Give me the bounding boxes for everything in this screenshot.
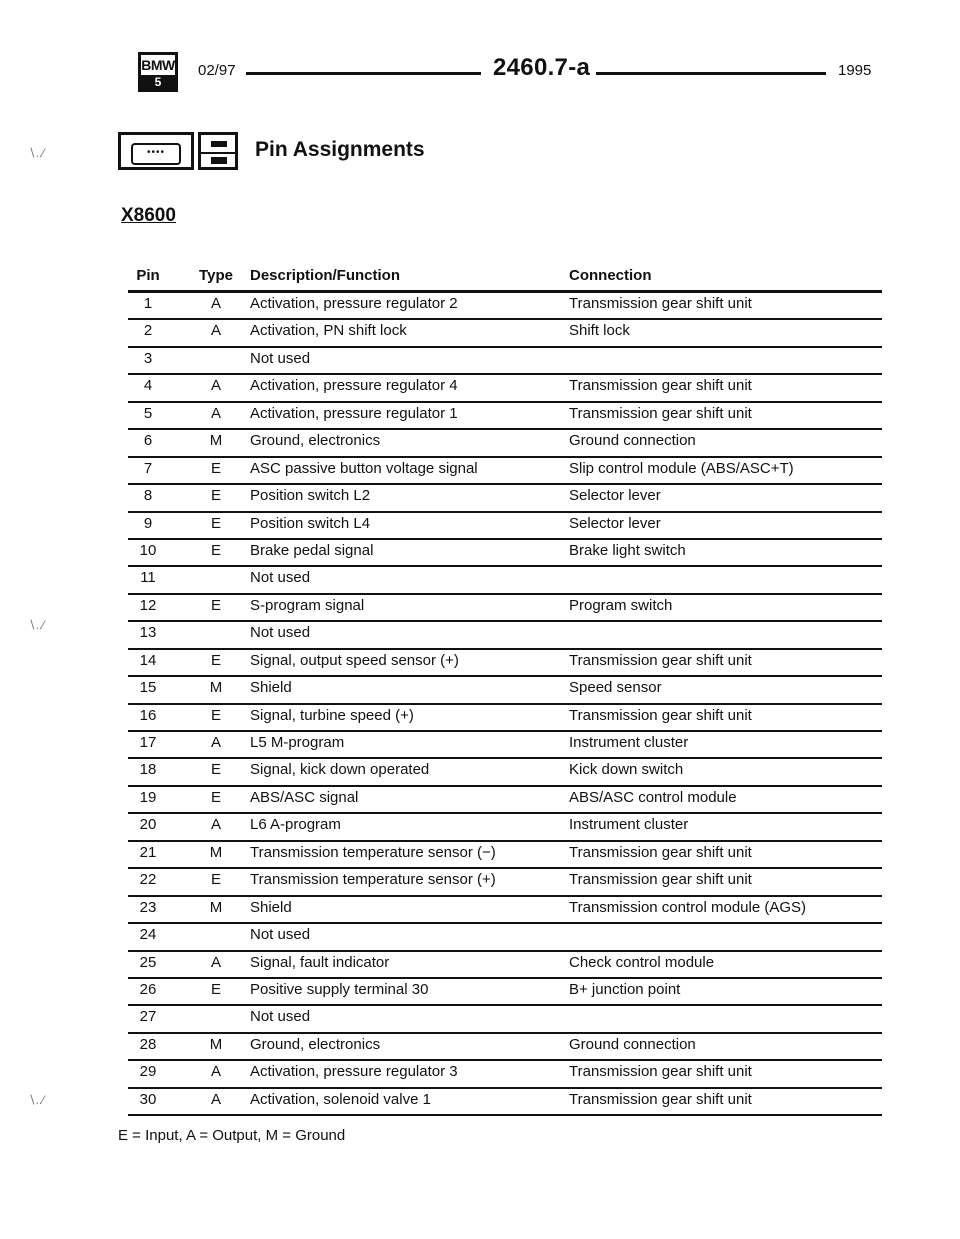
table-row	[128, 705, 882, 732]
type-cell: A	[210, 734, 221, 751]
description-cell: Not used	[250, 1008, 311, 1026]
pin-cell: 16	[139, 706, 157, 724]
table-row	[128, 567, 882, 594]
description-cell: Ground, electronics	[250, 1035, 381, 1053]
type-cell: A	[210, 322, 221, 340]
table-row	[128, 650, 882, 677]
type-cell: A	[210, 1090, 221, 1108]
header-connection: Connection	[569, 267, 652, 284]
description-cell: Not used	[250, 349, 311, 367]
description-cell: Signal, output speed sensor (+)	[250, 651, 459, 669]
type-cell: M	[209, 679, 223, 697]
header-date: 02/97	[198, 62, 236, 79]
connection-cell: Transmission gear shift unit	[569, 295, 752, 312]
pin-cell: 27	[139, 1008, 157, 1026]
type-cell: A	[210, 1063, 221, 1081]
description-cell: Not used	[250, 624, 311, 642]
connection-cell: ABS/ASC control module	[569, 788, 737, 806]
pin-cell: 29	[139, 1063, 157, 1081]
type-cell: A	[210, 377, 221, 395]
table-row	[128, 458, 882, 485]
pin-cell: 15	[139, 679, 157, 697]
type-cell: M	[209, 1035, 223, 1053]
pin-cell: 26	[139, 980, 157, 998]
header-rule-right	[596, 72, 826, 75]
margin-mark: ∖..⁄	[28, 1093, 45, 1107]
bmw-5-series-logo	[138, 52, 178, 92]
connection-cell: Transmission gear shift unit	[569, 377, 752, 395]
description-cell: Transmission temperature sensor (−)	[250, 843, 496, 861]
type-cell: A	[210, 816, 221, 834]
description-cell: Activation, pressure regulator 4	[250, 377, 458, 395]
pin-cell: 10	[139, 541, 157, 559]
table-row	[128, 979, 882, 1006]
connection-cell: Transmission control module (AGS)	[569, 898, 807, 916]
table-row	[128, 348, 882, 375]
connection-cell: Program switch	[569, 596, 673, 614]
description-cell: Transmission temperature sensor (+)	[250, 871, 496, 889]
table-row	[128, 320, 882, 347]
description-cell: Signal, fault indicator	[250, 953, 390, 971]
description-cell: L6 A-program	[250, 816, 341, 834]
description-cell: L5 M-program	[250, 734, 345, 751]
table-row	[128, 952, 882, 979]
type-cell: E	[210, 541, 221, 559]
connection-cell: Check control module	[569, 953, 715, 971]
connection-cell: Slip control module (ABS/ASC+T)	[569, 459, 794, 477]
pin-cell: 3	[143, 349, 153, 367]
pin-cell: 18	[139, 761, 157, 779]
description-cell: Shield	[250, 679, 292, 697]
description-cell: S-program signal	[250, 596, 365, 614]
type-cell: M	[209, 898, 223, 916]
description-cell: Position switch L2	[250, 487, 371, 505]
table-row	[128, 869, 882, 896]
description-cell: Activation, pressure regulator 1	[250, 404, 458, 422]
description-cell: Shield	[250, 898, 292, 916]
type-cell: A	[210, 404, 221, 422]
header-pin: Pin	[136, 267, 160, 284]
table-row	[128, 732, 882, 759]
pin-cell: 22	[139, 871, 157, 889]
type-legend: E = Input, A = Output, M = Ground	[118, 1127, 346, 1144]
header-rule-left	[246, 72, 481, 75]
table-row	[128, 787, 882, 814]
type-cell: E	[210, 487, 221, 505]
connection-cell: B+ junction point	[569, 980, 681, 998]
connection-cell: Ground connection	[569, 1035, 696, 1053]
description-cell: Not used	[250, 926, 311, 944]
pin-cell: 4	[143, 377, 153, 395]
pin-cell: 21	[139, 843, 157, 861]
pin-cell: 9	[143, 514, 153, 532]
table-row	[128, 430, 882, 457]
connection-cell: Instrument cluster	[569, 734, 689, 751]
table-row	[128, 1061, 882, 1088]
page-header	[138, 52, 878, 94]
pin-cell: 8	[143, 487, 153, 505]
connection-cell: Speed sensor	[569, 679, 662, 697]
table-row	[128, 513, 882, 540]
pin-cell: 2	[143, 322, 153, 340]
table-row	[128, 897, 882, 924]
table-row	[128, 485, 882, 512]
type-cell: E	[210, 761, 221, 779]
pin-cell: 25	[139, 953, 157, 971]
connection-cell: Transmission gear shift unit	[569, 706, 752, 724]
logo-series: 5	[141, 75, 175, 89]
header-year: 1995	[838, 62, 872, 79]
description-cell: Activation, PN shift lock	[250, 322, 407, 340]
margin-mark: ∖..⁄	[28, 146, 45, 160]
table-row	[128, 677, 882, 704]
pin-cell: 14	[139, 651, 157, 669]
description-cell: ABS/ASC signal	[250, 788, 359, 806]
table-row	[128, 293, 882, 320]
pin-cell: 24	[139, 926, 157, 944]
description-cell: Signal, turbine speed (+)	[250, 706, 414, 724]
pin-cell: 11	[140, 569, 156, 587]
pin-cell: 20	[139, 816, 157, 834]
type-cell: E	[210, 871, 221, 889]
type-cell: M	[209, 843, 223, 861]
connection-cell: Brake light switch	[569, 541, 686, 559]
type-cell: E	[210, 706, 221, 724]
section-title: Pin Assignments	[255, 138, 425, 161]
type-cell: M	[209, 432, 223, 450]
connection-cell: Transmission gear shift unit	[569, 651, 752, 669]
table-row	[128, 924, 882, 951]
pin-cell: 30	[139, 1090, 157, 1108]
description-cell: Position switch L4	[250, 514, 371, 532]
type-cell: E	[210, 514, 221, 532]
connection-cell: Selector lever	[569, 514, 661, 532]
connection-cell: Kick down switch	[569, 761, 684, 779]
type-cell: A	[210, 295, 221, 312]
pin-cell: 7	[143, 459, 153, 477]
pin-cell: 17	[139, 734, 157, 751]
table-row	[128, 759, 882, 786]
table-header	[128, 267, 882, 287]
table-row	[128, 1006, 882, 1033]
connection-cell: Selector lever	[569, 487, 661, 505]
table-row	[128, 595, 882, 622]
pin-cell: 5	[143, 404, 153, 422]
description-cell: Activation, pressure regulator 3	[250, 1063, 458, 1081]
table-row	[128, 814, 882, 841]
pin-cell: 12	[139, 596, 157, 614]
type-cell: E	[210, 459, 221, 477]
table-row	[128, 540, 882, 567]
connection-cell: Transmission gear shift unit	[569, 1063, 752, 1081]
connection-cell: Transmission gear shift unit	[569, 871, 752, 889]
description-cell: Not used	[250, 569, 311, 587]
connection-cell: Transmission gear shift unit	[569, 1090, 752, 1108]
connection-cell: Transmission gear shift unit	[569, 843, 752, 861]
type-cell: A	[210, 953, 221, 971]
pin-cell: 6	[143, 432, 153, 450]
connector-id: X8600	[121, 205, 176, 226]
connection-cell: Ground connection	[569, 432, 696, 450]
pin-table	[128, 293, 882, 1116]
description-cell: Brake pedal signal	[250, 541, 374, 559]
pin-assignment-icon	[198, 132, 238, 170]
table-row	[128, 403, 882, 430]
table-row	[128, 842, 882, 869]
connector-icon: ••••	[118, 132, 194, 170]
type-cell: E	[210, 651, 221, 669]
description-cell: Signal, kick down operated	[250, 761, 430, 779]
type-cell: E	[210, 788, 221, 806]
type-cell: E	[210, 596, 221, 614]
table-row	[128, 1089, 882, 1116]
header-type: Type	[199, 267, 233, 284]
connection-cell: Instrument cluster	[569, 816, 689, 834]
document-code: 2460.7-a	[493, 54, 591, 81]
type-cell: E	[210, 980, 221, 998]
section-heading	[118, 128, 538, 178]
table-row	[128, 375, 882, 402]
description-cell: Activation, pressure regulator 2	[250, 295, 458, 312]
connection-cell: Transmission gear shift unit	[569, 404, 752, 422]
description-cell: Ground, electronics	[250, 432, 381, 450]
header-description: Description/Function	[250, 267, 400, 284]
table-row	[128, 1034, 882, 1061]
margin-mark: ∖..⁄	[28, 618, 45, 632]
connection-cell: Shift lock	[569, 322, 630, 340]
pin-cell: 28	[139, 1035, 157, 1053]
pin-cell: 19	[139, 788, 157, 806]
table-row	[128, 622, 882, 649]
description-cell: Activation, solenoid valve 1	[250, 1090, 431, 1108]
pin-cell: 1	[143, 295, 153, 312]
logo-brand: BMW	[141, 57, 175, 73]
pin-cell: 13	[139, 624, 157, 642]
description-cell: ASC passive button voltage signal	[250, 459, 478, 477]
description-cell: Positive supply terminal 30	[250, 980, 429, 998]
pin-cell: 23	[139, 898, 157, 916]
